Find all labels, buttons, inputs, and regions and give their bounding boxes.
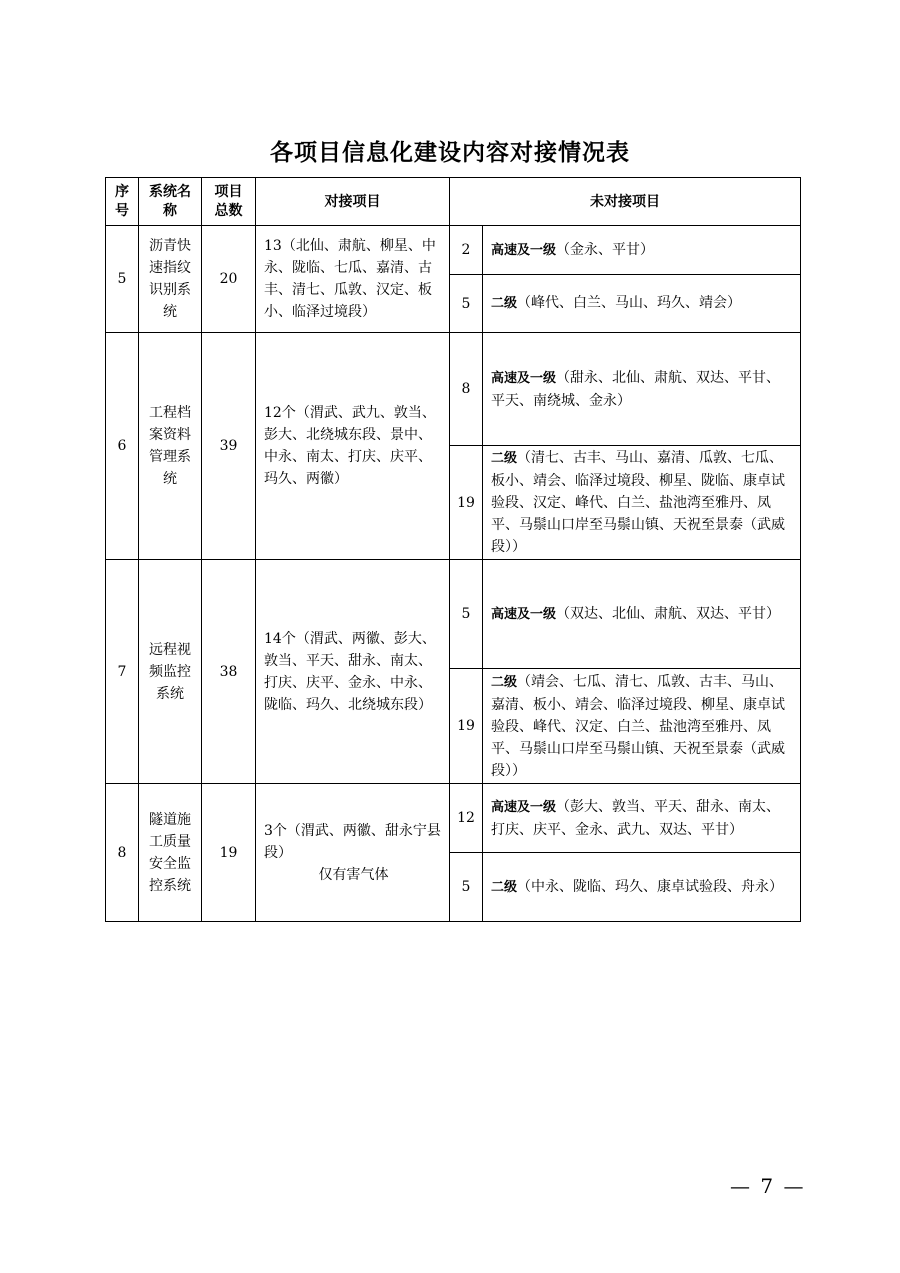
row-total: 20 [202,226,256,333]
unconnected-count: 5 [450,560,483,669]
level-label: 二级 [491,451,518,466]
header-connected: 对接项目 [256,178,450,226]
level-label: 高速及一级 [491,370,557,386]
level-label: 二级 [491,674,518,690]
row-connected: 14个（渭武、两徽、彭大、敦当、平天、甜永、南太、打庆、庆平、金永、中永、陇临、玛久、北绕城东段） [256,560,450,784]
row-total: 38 [202,560,256,784]
unconnected-count: 5 [450,275,483,333]
connection-status-table [105,177,801,922]
unconnected-count: 12 [450,784,483,853]
row-seq: 5 [106,226,139,333]
level-label: 高速及一级 [491,606,557,622]
row-seq: 6 [106,333,139,560]
unconnected-count: 19 [450,669,483,784]
table-row [106,226,801,275]
row-seq: 8 [106,784,139,922]
page-title: 各项目信息化建设内容对接情况表 [270,140,630,166]
header-unconnected: 未对接项目 [450,178,801,226]
row-system-name: 沥青快速指纹识别系统 [139,226,202,333]
header-system-name: 系统名称 [139,178,202,226]
unconnected-count: 5 [450,853,483,922]
row-system-name: 隧道施工质量安全监控系统 [139,784,202,922]
unconnected-items: 二级（清七、古丰、马山、嘉清、瓜敦、七瓜、板小、靖会、临泽过境段、柳星、陇临、康卓试验段、汉定、峰代、白兰、盐池湾至雅丹、凤平、马鬃山口岸至马鬃山镇、天祝至景泰（武威段）） [483,446,801,560]
row-total: 39 [202,333,256,560]
level-label: 二级 [491,296,518,311]
row-connected: 3个（渭武、两徽、甜永宁县段） 仅有害气体 [256,784,450,922]
unconnected-items: 高速及一级（甜永、北仙、肃航、双达、平甘、平天、南绕城、金永） [483,333,801,446]
unconnected-items: 高速及一级（彭大、敦当、平天、甜永、南太、打庆、庆平、金永、武九、双达、平甘） [483,784,801,853]
unconnected-items: 二级（中永、陇临、玛久、康卓试验段、舟永） [483,853,801,922]
unconnected-items: 高速及一级（金永、平甘） [483,226,801,275]
page-number: — 7 — [730,1174,806,1198]
table-header-row [106,178,801,226]
level-label: 高速及一级 [491,242,557,258]
table-row [106,560,801,669]
row-system-name: 远程视频监控系统 [139,560,202,784]
header-total: 项目总数 [202,178,256,226]
row-total: 19 [202,784,256,922]
header-seq: 序号 [106,178,139,226]
connected-note: 仅有害气体 [318,866,389,883]
table-row [106,784,801,853]
level-label: 高速及一级 [491,799,557,815]
unconnected-items: 二级（峰代、白兰、马山、玛久、靖会） [483,275,801,333]
unconnected-count: 8 [450,333,483,446]
unconnected-count: 2 [450,226,483,275]
table-row [106,333,801,446]
row-system-name: 工程档案资料管理系统 [139,333,202,560]
row-connected: 13（北仙、肃航、柳星、中永、陇临、七瓜、嘉清、古丰、清七、瓜敦、汉定、板小、临泽过境段） [256,226,450,333]
unconnected-count: 19 [450,446,483,560]
unconnected-items: 高速及一级（双达、北仙、肃航、双达、平甘） [483,560,801,669]
row-connected: 12个（渭武、武九、敦当、彭大、北绕城东段、景中、中永、南太、打庆、庆平、玛久、两徽） [256,333,450,560]
row-seq: 7 [106,560,139,784]
level-label: 二级 [491,879,518,895]
unconnected-items: 二级（靖会、七瓜、清七、瓜敦、古丰、马山、嘉清、板小、靖会、临泽过境段、柳星、康卓试验段、峰代、汉定、白兰、盐池湾至雅丹、凤平、马鬃山口岸至马鬃山镇、天祝至景泰（武威段）） [483,669,801,784]
